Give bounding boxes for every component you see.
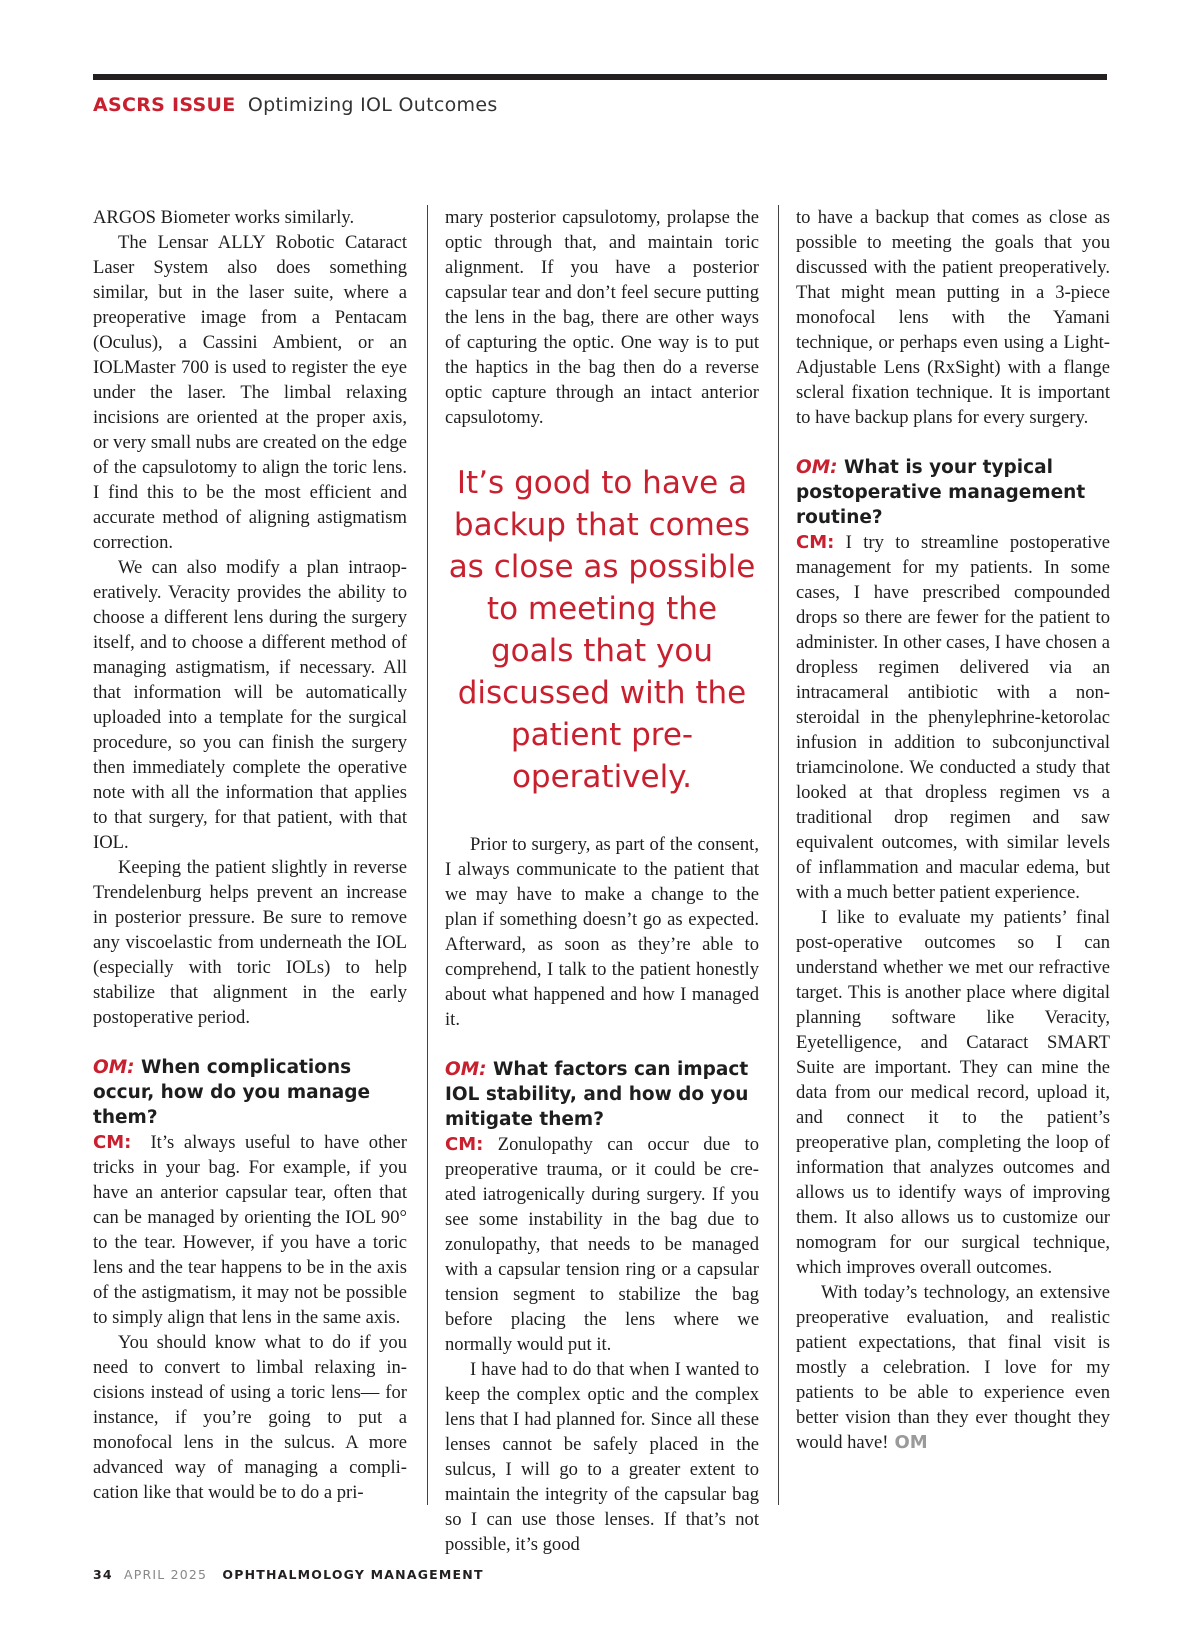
section-kicker: ASCRS ISSUE	[93, 94, 236, 116]
pull-quote: It’s good to have a backup that comes as close as possible to meeting the goals that you discussed with the patient preoperatively.	[448, 465, 756, 795]
cm-label: CM:	[445, 1134, 484, 1155]
om-label: OM:	[796, 457, 838, 478]
section-header	[93, 94, 498, 116]
question-heading	[445, 1057, 759, 1132]
article-column-2	[445, 205, 759, 1557]
page-number: 34	[93, 1567, 113, 1582]
paragraph: mary posterior capsulotomy, prolapse the optic through that, and maintain toric alignment. If you have a posterior capsular tear and don’t feel secure putting the lens in the bag, there are other ways of capturing the optic. One way is to put the haptics in the bag then do a reverse optic capture through an intact anterior capsulotomy.	[445, 207, 759, 428]
top-rule	[93, 74, 1107, 80]
question-text: What is your typical postoperative management routine?	[796, 457, 1086, 528]
paragraph: ARGOS Biometer works similarly.	[93, 207, 355, 228]
question-heading	[93, 1055, 407, 1130]
article-column-3	[796, 205, 1110, 1455]
om-label: OM:	[93, 1057, 135, 1078]
paragraph: You should know what to do if you need to convert to limbal relaxing incisions instead of using a toric lens— for instance, if you’re going to put a monofocal lens in the sulcus. A more advanced way of managing a complication like that would be to do a pri-	[93, 1332, 407, 1503]
om-label: OM:	[445, 1059, 487, 1080]
answer-text: I try to streamline postoperative management for my patients. In some cases, I have prescribed compounded drops so there are fewer for the patient to administer. In other cases, I have chosen a dropless regimen delivered via an intracameral antibiotic with a non-steroidal in the phenylephrine-ketorolac infusion in addition to subconjunctival triamcinolone. We conducted a study that looked at that dropless regimen vs a traditional drop regimen and saw equivalent outcomes, with similar levels of inflammation and macular edema, but with a much better patient experience.	[796, 532, 1110, 903]
paragraph: to have a backup that comes as close as possible to meeting the goals that you discussed with the patient preoperatively. That might mean putting in a 3-piece monofocal lens with the Yamani technique, or perhaps even using a Light-Adjustable Lens (RxSight) with a flange scleral fixation technique. It is important to have backup plans for every surgery.	[796, 207, 1110, 428]
cm-label: CM:	[93, 1132, 132, 1153]
page-footer	[93, 1567, 484, 1582]
cm-label: CM:	[796, 532, 835, 553]
article-column-1	[93, 205, 407, 1505]
paragraph-text: With today’s technology, an extensive preoperative evaluation, and realistic patient expectations, that final visit is mostly a celebration. I love for my patients to be able to experience even better vision than they ever thought they would have!	[796, 1282, 1110, 1453]
paragraph: Prior to surgery, as part of the consent, I always communicate to the patient that we may have to make a change to the plan if something doesn’t go as expected. Afterward, as soon as they’re able to comprehend, I talk to the patient honestly about what happened and how I managed it.	[445, 834, 759, 1030]
issue-date: APRIL 2025	[123, 1567, 208, 1582]
end-mark: OM	[894, 1432, 928, 1453]
paragraph: We can also modify a plan intraoperatively. Veracity provides the ability to choose a different lens during the surgery itself, and to choose a different method of managing astigmatism, if necessary. All that information will be automatically uploaded into a template for the surgical procedure, so you can finish the surgery then immediately complete the operative note with all the information that applies to that surgery, for that patient, with that IOL.	[93, 557, 407, 853]
section-title: Optimizing IOL Outcomes	[247, 94, 498, 116]
paragraph: I like to evaluate my patients’ final post-operative outcomes so I can understand whether we met our refractive target. This is another place where digital planning software like Veracity, Eyetelligence, and Cataract SMART Suite are important. They can mine the data from our medical record, upload it, and connect it to the patient’s preoperative plan, completing the loop of information that analyzes outcomes and allows us to identify ways of improving them. It also allows us to customize our nomogram for our surgical technique, which improves overall outcomes.	[796, 907, 1110, 1278]
question-heading	[796, 455, 1110, 530]
answer-text: Zonulopathy can occur due to preoperative trauma, or it could be created iatrogenically during surgery. If you see some instability in the bag due to zonulopathy, that needs to be managed with a capsular tension ring or a capsular tension segment to stabilize the bag before placing the lens where we normally would put it.	[445, 1134, 759, 1355]
magazine-name: OPHTHALMOLOGY MANAGEMENT	[222, 1567, 484, 1582]
paragraph: Keeping the patient slightly in reverse Trendelenburg helps prevent an increase in posterior pressure. Be sure to remove any viscoelastic from underneath the IOL (especially with toric IOLs) to help stabilize that alignment in the early postoperative period.	[93, 857, 407, 1028]
question-text: What factors can impact IOL stability, and how do you mitigate them?	[445, 1059, 749, 1130]
column-divider-1	[427, 205, 428, 1505]
final-paragraph	[796, 1280, 1110, 1455]
answer-paragraph	[445, 1132, 759, 1357]
paragraph: I have had to do that when I wanted to keep the complex optic and the complex lens that I had planned for. Since all these lenses cannot be safely placed in the sulcus, I will go to a greater extent to maintain the integrity of the capsular bag so I can use those lenses. If that’s not possible, it’s good	[445, 1359, 759, 1555]
column-divider-2	[778, 205, 779, 1505]
answer-paragraph	[796, 530, 1110, 905]
answer-text: It’s always useful to have other tricks in your bag. For example, if you have an anterior capsular tear, often that can be managed by orienting the IOL 90° to the tear. However, if you have a toric lens and the tear happens to be in the axis of the astigmatism, it may not be possible to simply align that lens in the same axis.	[93, 1132, 407, 1328]
question-text: When complications occur, how do you manage them?	[93, 1057, 371, 1128]
paragraph: The Lensar ALLY Robotic Cataract Laser System also does something similar, but in the laser suite, where a preoperative image from a Pentacam (Oculus), a Cassini Ambient, or an IOLMaster 700 is used to register the eye under the laser. The limbal relaxing incisions are oriented at the proper axis, or very small nubs are created on the edge of the capsulotomy to align the toric lens. I find this to be the most efficient and accurate method of aligning astigmatism correction.	[93, 232, 407, 553]
answer-paragraph	[93, 1130, 407, 1330]
